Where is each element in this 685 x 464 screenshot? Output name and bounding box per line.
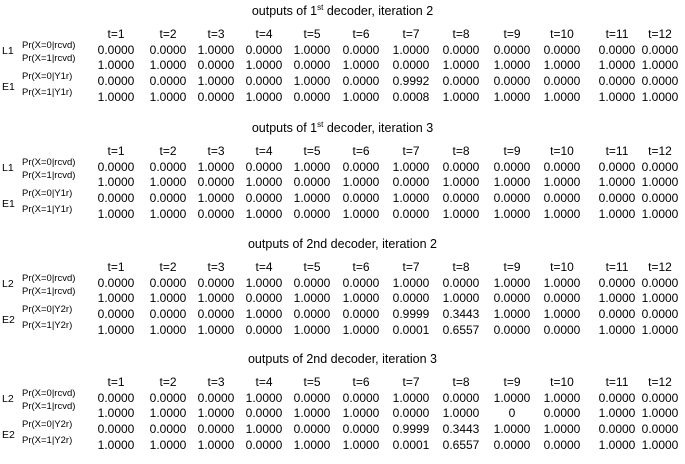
- table-cell: 1.0000: [543, 175, 581, 189]
- table-cell: 1.0000: [293, 323, 331, 337]
- table-cell: 1.0000: [392, 276, 430, 290]
- table-cell: 0.0000: [149, 74, 187, 88]
- table-cell: 1.0000: [197, 406, 235, 420]
- column-header: t=2: [159, 260, 177, 274]
- table-cell: 0.0000: [245, 191, 283, 205]
- column-header: t=7: [402, 27, 420, 41]
- group-label: L2: [2, 278, 14, 290]
- table-cell: 1.0000: [245, 307, 283, 321]
- column-header: t=9: [503, 27, 521, 41]
- table-cell: 0.0000: [493, 160, 531, 174]
- table-cell: 1.0000: [641, 323, 679, 337]
- table-cell: 0.0000: [197, 422, 235, 436]
- table-cell: 0.0000: [641, 422, 679, 436]
- group-label: E2: [2, 429, 15, 441]
- table-cell: 1.0000: [197, 43, 235, 57]
- table-cell: 0.0000: [493, 291, 531, 305]
- table-cell: 1.0000: [543, 276, 581, 290]
- column-header: t=5: [303, 260, 321, 274]
- table-cell: 0.0000: [149, 391, 187, 405]
- column-header: t=4: [255, 144, 273, 158]
- table-cell: 1.0000: [442, 58, 480, 72]
- table-cell: 1.0000: [543, 391, 581, 405]
- table-cell: 0.0000: [293, 90, 331, 104]
- table-cell: 1.0000: [97, 438, 135, 452]
- table-cell: 0.0000: [149, 307, 187, 321]
- row-label: Pr(X=0|rcvd): [22, 388, 76, 399]
- title-text: outputs of 2nd decoder, iteration 2: [247, 237, 438, 252]
- table-cell: 0.0000: [392, 207, 430, 221]
- column-header: t=7: [402, 260, 420, 274]
- table-cell: 0.0000: [493, 323, 531, 337]
- table-cell: 0.0000: [97, 422, 135, 436]
- column-header: t=1: [107, 144, 125, 158]
- column-header: t=8: [452, 144, 470, 158]
- table-cell: 1.0000: [149, 90, 187, 104]
- table-cell: 0.0000: [442, 74, 480, 88]
- row-label: Pr(X=0|Y2r): [22, 419, 73, 430]
- table-cell: 0.0000: [197, 58, 235, 72]
- table-cell: 1.0000: [493, 307, 531, 321]
- row-label: Pr(X=1|Y2r): [22, 435, 73, 446]
- table-cell: 0.0000: [493, 43, 531, 57]
- table-cell: 1.0000: [598, 323, 636, 337]
- table-cell: 1.0000: [293, 191, 331, 205]
- table-cell: 1.0000: [442, 90, 480, 104]
- table-cell: 0.0000: [245, 438, 283, 452]
- table-cell: 1.0000: [293, 74, 331, 88]
- table-cell: 1.0000: [149, 175, 187, 189]
- column-header: t=9: [503, 260, 521, 274]
- table-cell: 0.0000: [293, 58, 331, 72]
- table-cell: 1.0000: [493, 422, 531, 436]
- table-cell: 1.0000: [543, 58, 581, 72]
- table-cell: 0.0000: [97, 276, 135, 290]
- table-cell: 0.0000: [641, 391, 679, 405]
- table-cell: 1.0000: [149, 438, 187, 452]
- column-header: t=5: [303, 144, 321, 158]
- table-cell: 0.6557: [442, 323, 480, 337]
- table-cell: 0.0000: [543, 74, 581, 88]
- column-header: t=3: [207, 375, 225, 389]
- table-cell: 0.0000: [598, 191, 636, 205]
- table-cell: 1.0000: [493, 391, 531, 405]
- column-header: t=1: [107, 260, 125, 274]
- table-cell: 1.0000: [342, 406, 380, 420]
- row-label: Pr(X=0|rcvd): [22, 40, 76, 51]
- table-cell: 0.0000: [641, 307, 679, 321]
- table-cell: 1.0000: [442, 291, 480, 305]
- table-cell: 1.0000: [598, 207, 636, 221]
- title-text-suffix: decoder, iteration 2: [323, 4, 434, 19]
- column-header: t=12: [648, 260, 672, 274]
- table-cell: 1.0000: [97, 58, 135, 72]
- row-label: Pr(X=1|Y1r): [22, 87, 73, 98]
- column-header: t=2: [159, 144, 177, 158]
- title-superscript: st: [317, 3, 324, 12]
- table-cell: 1.0000: [197, 323, 235, 337]
- table-cell: 1.0000: [97, 90, 135, 104]
- column-header: t=3: [207, 27, 225, 41]
- table-cell: 0.0000: [598, 160, 636, 174]
- table-cell: 0.0000: [442, 191, 480, 205]
- table-cell: 1.0000: [342, 175, 380, 189]
- table-cell: 0.9999: [392, 307, 430, 321]
- table-cell: 0.0000: [543, 438, 581, 452]
- table-cell: 0.0000: [342, 276, 380, 290]
- table-cell: 1.0000: [293, 406, 331, 420]
- column-header: t=11: [605, 260, 629, 274]
- row-label: Pr(X=0|Y1r): [22, 71, 73, 82]
- table-cell: 0.0000: [598, 43, 636, 57]
- table-cell: 0.0000: [598, 74, 636, 88]
- column-header: t=8: [452, 27, 470, 41]
- row-label: Pr(X=0|rcvd): [22, 273, 76, 284]
- column-header: t=4: [255, 375, 273, 389]
- table-cell: 1.0000: [245, 422, 283, 436]
- output-block-4: [0, 351, 685, 464]
- table-cell: 1.0000: [543, 422, 581, 436]
- table-cell: 0.0000: [149, 160, 187, 174]
- table-cell: 1.0000: [245, 391, 283, 405]
- table-cell: 0.0000: [149, 43, 187, 57]
- column-header: t=2: [159, 375, 177, 389]
- table-cell: 0.0000: [641, 191, 679, 205]
- table-cell: 1.0000: [543, 90, 581, 104]
- table-cell: 1.0000: [598, 175, 636, 189]
- table-cell: 0.0000: [543, 160, 581, 174]
- table-cell: 1.0000: [598, 406, 636, 420]
- table-cell: 0.0000: [293, 422, 331, 436]
- table-cell: 0.0000: [598, 391, 636, 405]
- table-cell: 1.0000: [598, 58, 636, 72]
- column-header: t=6: [352, 375, 370, 389]
- column-header: t=1: [107, 375, 125, 389]
- table-cell: 1.0000: [641, 406, 679, 420]
- table-cell: 0.0000: [197, 276, 235, 290]
- table-cell: 1.0000: [342, 207, 380, 221]
- column-header: t=4: [255, 260, 273, 274]
- table-cell: 0.0000: [245, 323, 283, 337]
- table-cell: 0.0000: [641, 43, 679, 57]
- row-label: Pr(X=0|Y1r): [22, 188, 73, 199]
- column-header: t=8: [452, 375, 470, 389]
- table-cell: 0.0000: [598, 422, 636, 436]
- table-cell: 0.0000: [245, 43, 283, 57]
- table-cell: 0.0000: [245, 406, 283, 420]
- output-block-1: [0, 3, 685, 116]
- table-cell: 1.0000: [493, 58, 531, 72]
- title-text: outputs of 1: [251, 121, 318, 136]
- table-cell: 0: [508, 406, 516, 420]
- table-cell: 1.0000: [641, 291, 679, 305]
- column-header: t=10: [550, 260, 574, 274]
- table-cell: 1.0000: [97, 175, 135, 189]
- table-cell: 1.0000: [197, 191, 235, 205]
- table-cell: 1.0000: [342, 438, 380, 452]
- column-header: t=10: [550, 27, 574, 41]
- table-cell: 0.3443: [442, 307, 480, 321]
- group-label: L1: [2, 45, 14, 57]
- table-cell: 0.3443: [442, 422, 480, 436]
- title-superscript: st: [317, 120, 324, 129]
- table-cell: 1.0000: [197, 291, 235, 305]
- table-cell: 0.0000: [543, 291, 581, 305]
- column-header: t=2: [159, 27, 177, 41]
- table-cell: 0.0000: [342, 391, 380, 405]
- table-cell: 0.0000: [197, 175, 235, 189]
- row-label: Pr(X=1|rcvd): [22, 53, 76, 64]
- table-cell: 0.6557: [442, 438, 480, 452]
- table-cell: 1.0000: [97, 291, 135, 305]
- table-cell: 0.0000: [293, 175, 331, 189]
- output-block-3: [0, 236, 685, 349]
- table-cell: 1.0000: [197, 74, 235, 88]
- table-cell: 0.0000: [543, 323, 581, 337]
- table-cell: 0.0000: [641, 160, 679, 174]
- table-cell: 0.0000: [493, 74, 531, 88]
- column-header: t=11: [605, 375, 629, 389]
- table-cell: 0.0000: [342, 43, 380, 57]
- table-cell: 0.0000: [442, 43, 480, 57]
- table-cell: 0.0000: [598, 276, 636, 290]
- column-header: t=10: [550, 144, 574, 158]
- table-cell: 1.0000: [293, 438, 331, 452]
- column-header: t=12: [648, 27, 672, 41]
- table-cell: 0.0000: [342, 74, 380, 88]
- table-cell: 1.0000: [342, 291, 380, 305]
- table-cell: 1.0000: [543, 207, 581, 221]
- column-header: t=3: [207, 260, 225, 274]
- table-cell: 1.0000: [543, 307, 581, 321]
- table-cell: 0.0000: [97, 391, 135, 405]
- block-title: [0, 351, 685, 366]
- block-title: [0, 3, 685, 18]
- table-cell: 0.0001: [392, 323, 430, 337]
- table-cell: 0.0000: [245, 160, 283, 174]
- table-cell: 0.0000: [149, 276, 187, 290]
- table-cell: 0.0000: [197, 391, 235, 405]
- table-cell: 1.0000: [392, 191, 430, 205]
- table-cell: 0.9999: [392, 422, 430, 436]
- column-header: t=12: [648, 375, 672, 389]
- table-cell: 0.0000: [245, 74, 283, 88]
- table-cell: 1.0000: [493, 207, 531, 221]
- title-text: outputs of 2nd decoder, iteration 3: [247, 352, 438, 367]
- column-header: t=11: [605, 144, 629, 158]
- column-header: t=5: [303, 375, 321, 389]
- table-cell: 1.0000: [493, 175, 531, 189]
- table-cell: 1.0000: [641, 438, 679, 452]
- column-header: t=7: [402, 375, 420, 389]
- table-cell: 1.0000: [293, 291, 331, 305]
- table-cell: 0.0000: [641, 276, 679, 290]
- table-cell: 0.0000: [598, 307, 636, 321]
- table-cell: 0.0000: [392, 58, 430, 72]
- table-cell: 1.0000: [149, 323, 187, 337]
- column-header: t=7: [402, 144, 420, 158]
- title-text-suffix: decoder, iteration 3: [323, 121, 434, 136]
- table-cell: 0.0000: [293, 207, 331, 221]
- column-header: t=8: [452, 260, 470, 274]
- table-cell: 1.0000: [342, 58, 380, 72]
- table-cell: 0.0000: [149, 422, 187, 436]
- column-header: t=10: [550, 375, 574, 389]
- table-cell: 0.0008: [392, 90, 430, 104]
- table-cell: 1.0000: [293, 43, 331, 57]
- block-title: [0, 120, 685, 135]
- table-cell: 1.0000: [641, 207, 679, 221]
- table-cell: 1.0000: [392, 391, 430, 405]
- column-header: t=1: [107, 27, 125, 41]
- table-cell: 0.0000: [293, 391, 331, 405]
- table-cell: 1.0000: [97, 323, 135, 337]
- table-cell: 1.0000: [641, 175, 679, 189]
- table-cell: 0.0000: [543, 191, 581, 205]
- table-cell: 0.0000: [392, 175, 430, 189]
- table-cell: 0.0000: [293, 307, 331, 321]
- column-header: t=6: [352, 144, 370, 158]
- column-header: t=6: [352, 260, 370, 274]
- block-title: [0, 236, 685, 251]
- table-cell: 1.0000: [493, 90, 531, 104]
- row-label: Pr(X=1|Y2r): [22, 320, 73, 331]
- table-cell: 0.0000: [543, 43, 581, 57]
- column-header: t=9: [503, 375, 521, 389]
- table-cell: 1.0000: [342, 90, 380, 104]
- table-cell: 0.0000: [442, 160, 480, 174]
- table-cell: 0.0000: [392, 291, 430, 305]
- table-cell: 1.0000: [442, 175, 480, 189]
- table-cell: 0.0000: [245, 291, 283, 305]
- column-header: t=4: [255, 27, 273, 41]
- table-cell: 1.0000: [598, 90, 636, 104]
- table-cell: 0.0000: [97, 160, 135, 174]
- table-cell: 1.0000: [245, 90, 283, 104]
- group-label: L1: [2, 162, 14, 174]
- table-cell: 1.0000: [149, 406, 187, 420]
- table-cell: 0.0000: [149, 191, 187, 205]
- table-cell: 1.0000: [149, 207, 187, 221]
- table-cell: 1.0000: [493, 276, 531, 290]
- table-cell: 1.0000: [245, 276, 283, 290]
- table-cell: 1.0000: [442, 406, 480, 420]
- table-cell: 0.0000: [392, 406, 430, 420]
- column-header: t=5: [303, 27, 321, 41]
- table-cell: 1.0000: [197, 160, 235, 174]
- group-label: E1: [2, 198, 15, 210]
- table-cell: 1.0000: [97, 406, 135, 420]
- table-cell: 0.0000: [197, 90, 235, 104]
- table-cell: 1.0000: [197, 438, 235, 452]
- row-label: Pr(X=1|Y1r): [22, 204, 73, 215]
- table-cell: 1.0000: [293, 160, 331, 174]
- table-cell: 0.0000: [641, 74, 679, 88]
- row-label: Pr(X=0|Y2r): [22, 304, 73, 315]
- table-cell: 0.0000: [342, 307, 380, 321]
- column-header: t=11: [605, 27, 629, 41]
- table-cell: 0.0000: [97, 43, 135, 57]
- table-cell: 1.0000: [149, 58, 187, 72]
- row-label: Pr(X=1|rcvd): [22, 286, 76, 297]
- row-label: Pr(X=0|rcvd): [22, 157, 76, 168]
- table-cell: 1.0000: [149, 291, 187, 305]
- table-cell: 0.0000: [342, 422, 380, 436]
- column-header: t=3: [207, 144, 225, 158]
- table-cell: 0.0000: [493, 191, 531, 205]
- row-label: Pr(X=1|rcvd): [22, 170, 76, 181]
- table-cell: 1.0000: [392, 43, 430, 57]
- table-cell: 1.0000: [97, 207, 135, 221]
- row-label: Pr(X=1|rcvd): [22, 401, 76, 412]
- table-cell: 1.0000: [598, 291, 636, 305]
- table-cell: 0.0000: [197, 307, 235, 321]
- group-label: E1: [2, 81, 15, 93]
- table-cell: 0.0000: [442, 276, 480, 290]
- column-header: t=12: [648, 144, 672, 158]
- group-label: L2: [2, 393, 14, 405]
- column-header: t=6: [352, 27, 370, 41]
- group-label: E2: [2, 314, 15, 326]
- table-cell: 1.0000: [641, 90, 679, 104]
- table-cell: 0.0000: [543, 406, 581, 420]
- table-cell: 0.0000: [342, 191, 380, 205]
- table-cell: 0.0000: [442, 391, 480, 405]
- table-cell: 0.0000: [97, 191, 135, 205]
- table-cell: 0.0000: [493, 438, 531, 452]
- output-block-2: [0, 120, 685, 233]
- table-cell: 0.0000: [97, 307, 135, 321]
- table-cell: 1.0000: [245, 207, 283, 221]
- table-cell: 0.0000: [293, 276, 331, 290]
- table-cell: 0.9992: [392, 74, 430, 88]
- table-cell: 1.0000: [245, 58, 283, 72]
- table-cell: 1.0000: [641, 58, 679, 72]
- table-cell: 1.0000: [598, 438, 636, 452]
- title-text: outputs of 1: [251, 4, 318, 19]
- column-header: t=9: [503, 144, 521, 158]
- table-cell: 1.0000: [442, 207, 480, 221]
- table-cell: 0.0001: [392, 438, 430, 452]
- table-cell: 0.0000: [97, 74, 135, 88]
- table-cell: 1.0000: [392, 160, 430, 174]
- table-cell: 0.0000: [197, 207, 235, 221]
- table-cell: 0.0000: [342, 160, 380, 174]
- table-cell: 1.0000: [342, 323, 380, 337]
- table-cell: 1.0000: [245, 175, 283, 189]
